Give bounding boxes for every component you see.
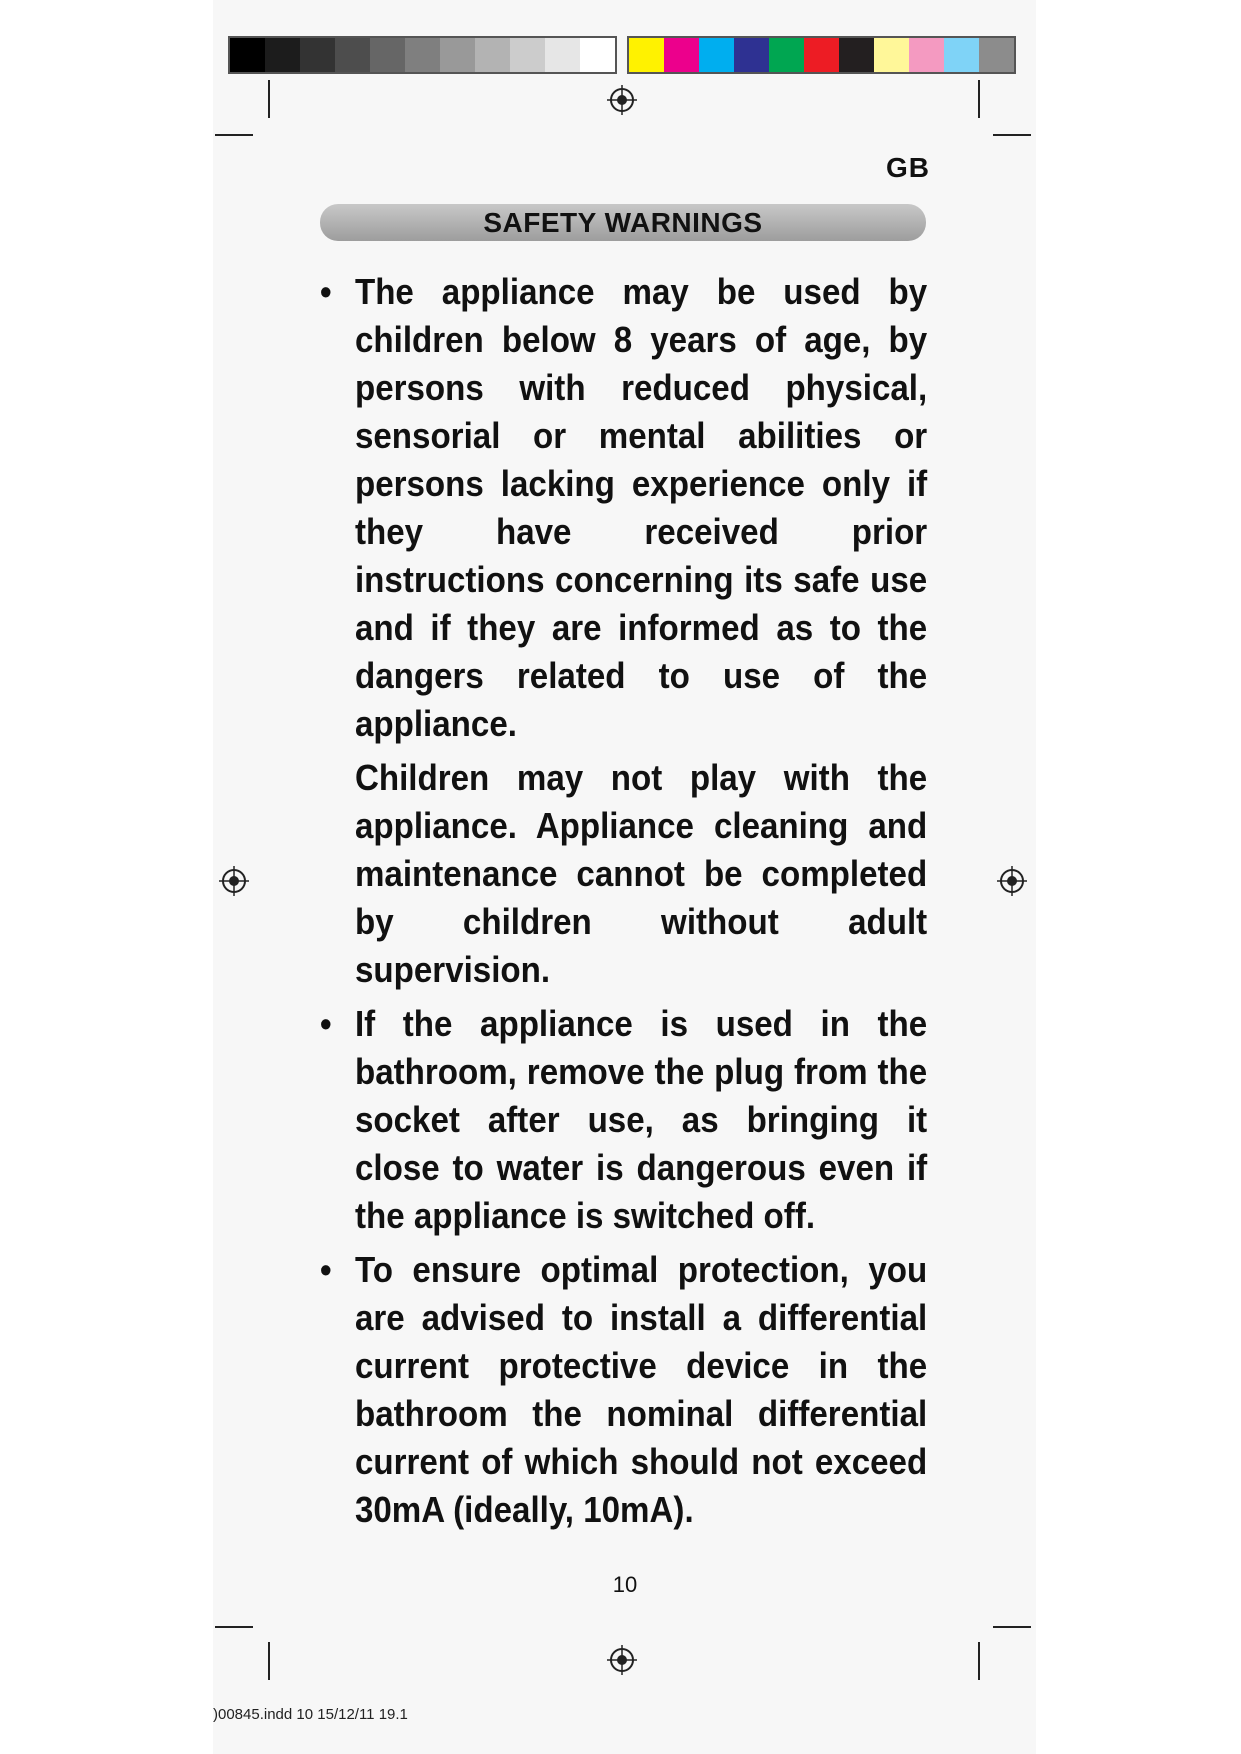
color-swatch xyxy=(545,38,580,72)
crop-mark xyxy=(215,134,253,136)
crop-mark xyxy=(993,134,1031,136)
warning-paragraph xyxy=(320,754,927,994)
safety-warnings-list xyxy=(320,268,927,1540)
registration-mark-icon xyxy=(997,866,1027,896)
bullet-icon: • xyxy=(320,271,332,312)
color-swatch xyxy=(300,38,335,72)
color-swatch xyxy=(769,38,804,72)
crop-mark xyxy=(215,1626,253,1628)
warning-item xyxy=(320,1000,927,1240)
color-swatch xyxy=(475,38,510,72)
registration-mark-icon xyxy=(219,866,249,896)
color-swatch xyxy=(580,38,615,72)
warning-text: If the appliance is used in the bathroom, remove the plug from the socket after use, as bringing it close to water is dangerous even if the appliance is switched off. xyxy=(354,1003,928,1236)
bullet-icon: • xyxy=(320,1249,332,1290)
file-slug: )00845.indd 10 15/12/11 19.1 xyxy=(213,1706,408,1723)
color-swatch xyxy=(664,38,699,72)
crop-mark xyxy=(978,80,980,118)
color-swatch xyxy=(335,38,370,72)
color-swatch xyxy=(440,38,475,72)
section-title-banner xyxy=(320,204,926,241)
bullet-icon: • xyxy=(320,1003,332,1044)
section-title: SAFETY WARNINGS xyxy=(483,206,763,238)
color-swatch xyxy=(734,38,769,72)
color-swatch xyxy=(265,38,300,72)
color-swatch xyxy=(909,38,944,72)
crop-mark xyxy=(978,1642,980,1680)
page-number: 10 xyxy=(612,1572,638,1597)
crop-mark xyxy=(268,1642,270,1680)
color-swatch xyxy=(370,38,405,72)
grayscale-calibration-bar xyxy=(228,36,617,74)
color-calibration-bar xyxy=(627,36,1016,74)
color-swatch xyxy=(839,38,874,72)
crop-mark xyxy=(993,1626,1031,1628)
warning-item xyxy=(320,1246,927,1534)
color-swatch xyxy=(979,38,1014,72)
warning-text: To ensure optimal protection, you are advised to install a differential current protective device in the bathroom the nominal differential current of which should not exceed 30mA (ideally, 10mA). xyxy=(354,1249,928,1530)
color-swatch xyxy=(230,38,265,72)
warning-text: The appliance may be used by children below 8 years of age, by persons with reduced physical, sensorial or mental abilities or persons lacking experience only if they have received prior instructions concerning its safe use and if they are informed as to the dangers related to use of the appliance. xyxy=(354,271,928,744)
warning-item xyxy=(320,268,927,748)
color-swatch xyxy=(510,38,545,72)
color-swatch xyxy=(629,38,664,72)
registration-mark-icon xyxy=(607,85,637,115)
color-swatch xyxy=(874,38,909,72)
registration-mark-icon xyxy=(607,1645,637,1675)
color-swatch xyxy=(405,38,440,72)
warning-text: Children may not play with the appliance. Appliance cleaning and maintenance cannot be completed by children without adult supervision. xyxy=(354,757,928,990)
color-swatch xyxy=(944,38,979,72)
color-swatch xyxy=(699,38,734,72)
crop-mark xyxy=(268,80,270,118)
color-swatch xyxy=(804,38,839,72)
language-code: GB xyxy=(886,152,930,183)
